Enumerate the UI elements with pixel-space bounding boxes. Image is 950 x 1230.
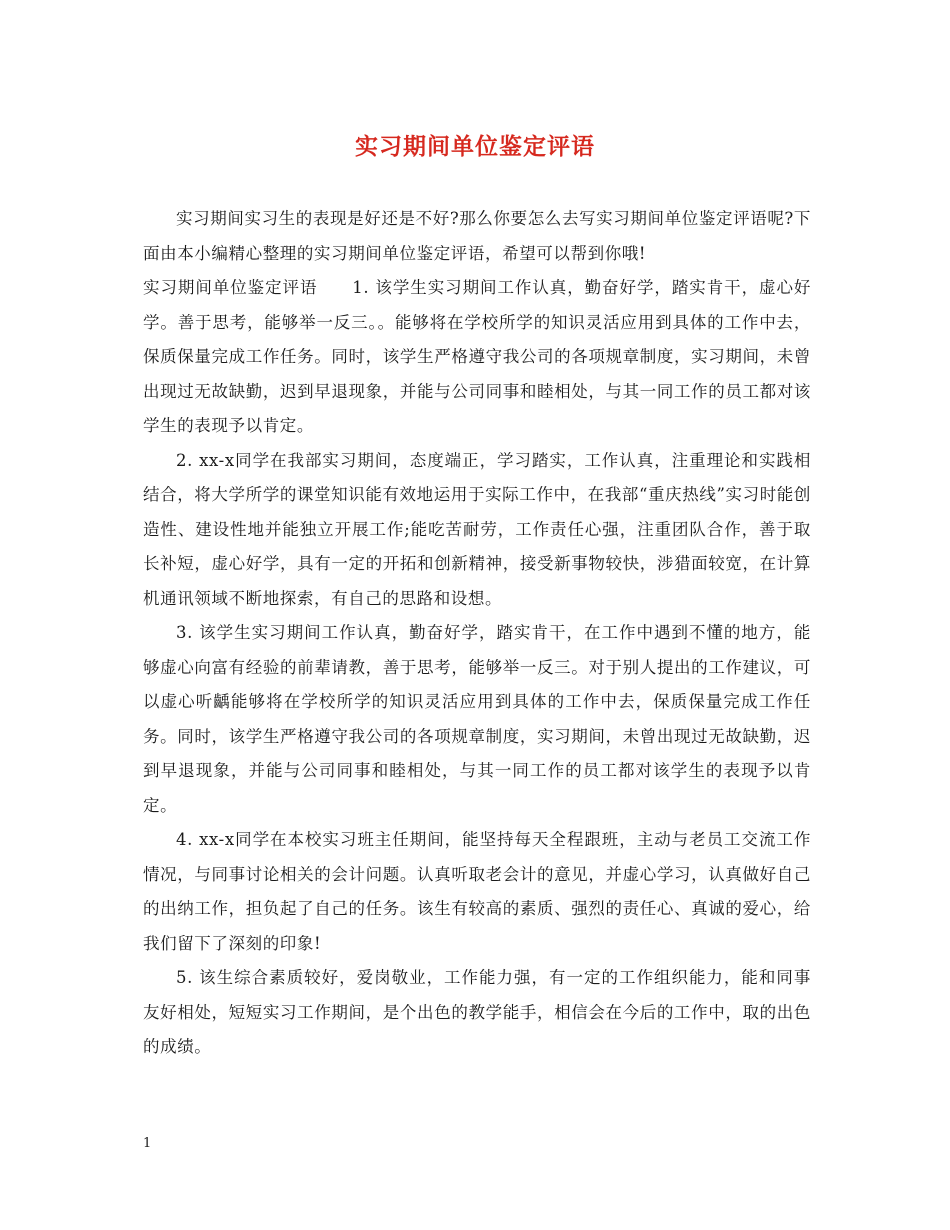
- evaluation-paragraph-2: 2. xx-x同学在我部实习期间，态度端正，学习踏实，工作认真，注重理论和实践相结合，将大学所学的课堂知识能有效地运用于实际工作中，在我部“重庆热线”实习时能创造性、建设性地并能独立开展工作;能吃苦耐劳，工作责任心强，注重团队合作，善于取长补短，虚心好学，具有一定的开拓和创新精神，接受新事物较快，涉猎面较宽，在计算机通讯领域不断地探索，有自己的思路和设想。: [143, 450, 811, 608]
- document-title: 实习期间单位鉴定评语: [355, 134, 595, 160]
- page-number: 1: [143, 1136, 152, 1151]
- evaluation-paragraph-1: 实习期间单位鉴定评语 1. 该学生实习期间工作认真，勤奋好学，踏实肯干，虚心好学。善于思考，能够举一反三。。能够将在学校所学的知识灵活应用到具体的工作中去，保质保量完成工作任务。同时，该学生严格遵守我公司的各项规章制度，实习期间，未曾出现过无故缺勤，迟到早退现象，并能与公司同事和睦相处，与其一同工作的员工都对该学生的表现予以肯定。: [143, 278, 811, 435]
- document-body: [143, 202, 811, 1065]
- evaluation-paragraph-5: 5. 该生综合素质较好，爱岗敬业，工作能力强，有一定的工作组织能力，能和同事友好相处，短短实习工作期间，是个出色的教学能手，相信会在今后的工作中，取的出色的成绩。: [143, 968, 811, 1056]
- evaluation-paragraph-3: 3. 该学生实习期间工作认真，勤奋好学，踏实肯干，在工作中遇到不懂的地方，能够虚心向富有经验的前辈请教，善于思考，能够举一反三。对于别人提出的工作建议，可以虚心听齲能够将在学校所学的知识灵活应用到具体的工作中去，保质保量完成工作任务。同时，该学生严格遵守我公司的各项规章制度，实习期间，未曾出现过无故缺勤，迟到早退现象，并能与公司同事和睦相处，与其一同工作的员工都对该学生的表现予以肯定。: [143, 623, 811, 815]
- intro-paragraph: 实习期间实习生的表现是好还是不好?那么你要怎么去写实习期间单位鉴定评语呢?下面由本小编精心整理的实习期间单位鉴定评语，希望可以帮到你哦!: [143, 209, 811, 263]
- evaluation-paragraph-4: 4. xx-x同学在本校实习班主任期间，能坚持每天全程跟班，主动与老员工交流工作情况，与同事讨论相关的会计问题。认真听取老会计的意见，并虚心学习，认真做好自己的出纳工作，担负起了自己的任务。该生有较高的素质、强烈的责任心、真诚的爱心，给我们留下了深刻的印象!: [143, 830, 811, 953]
